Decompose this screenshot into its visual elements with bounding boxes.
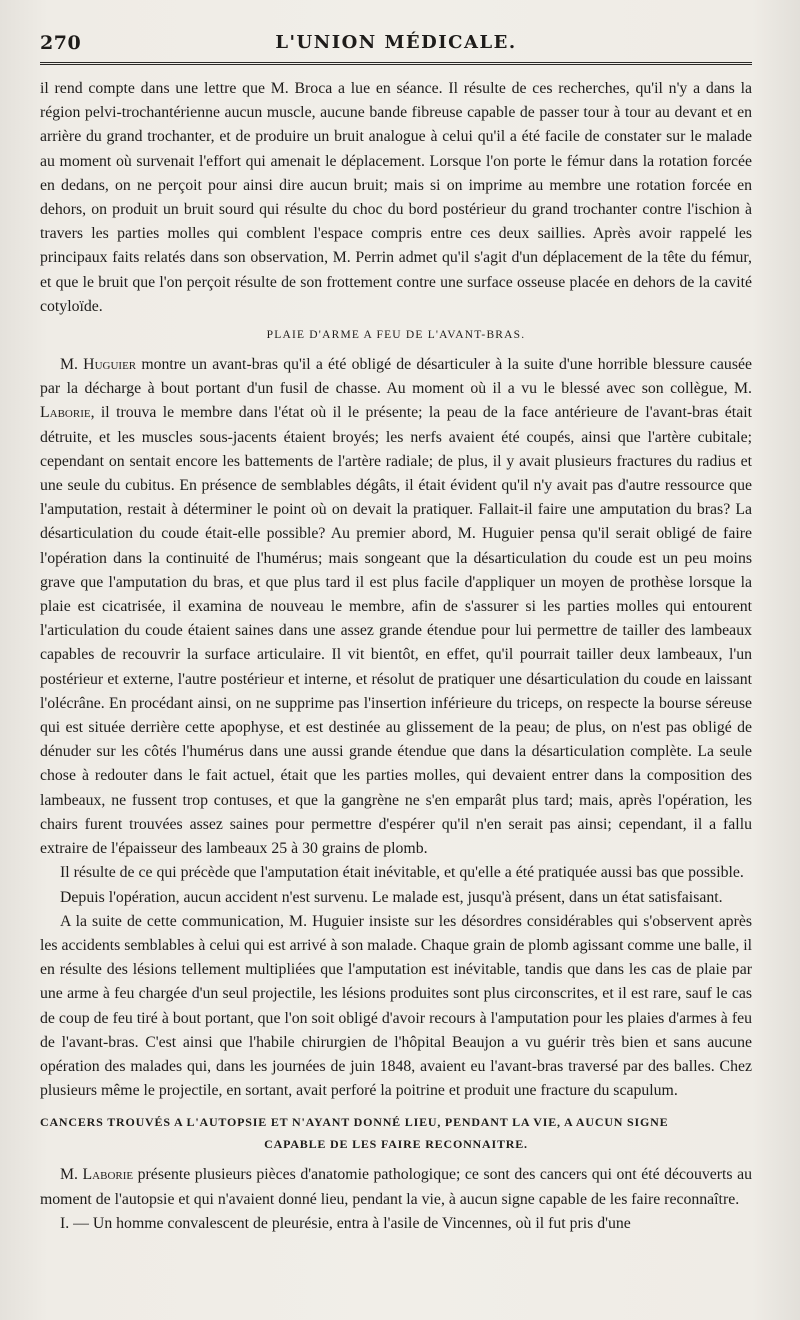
section-title-cancers-line1: CANCERS TROUVÉS A L'AUTOPSIE ET N'AYANT DONNÉ LIEU, PENDANT LA VIE, A AUCUN SIGNE [40, 1115, 669, 1130]
author-name-huguier: M. Huguier [60, 356, 137, 374]
header-rule [40, 62, 752, 63]
page-number: 270 [40, 32, 82, 54]
section-title-plaie: PLAIE D'ARME A FEU DE L'AVANT-BRAS. [266, 329, 526, 342]
paragraph-case-one: I. — Un homme convalescent de pleurésie, entra à l'asile de Vincennes, où il fut pris d'une [60, 1214, 631, 1232]
author-name-laborie-2: M. Laborie [60, 1166, 134, 1184]
header-rule-thin [40, 64, 752, 65]
paragraph-huguier-text: montre un avant-bras qu'il a été obligé de désarticuler à la suite d'une horrible blessure causée par la décharge à bout portant d'un fusil de chasse. Au moment où il a vu le blessé avec son collègue, M. [40, 356, 752, 398]
paragraph-discussion: A la suite de cette communication, M. Huguier insiste sur les désordres considérables qui s'observent après les accidents semblables à celui qui est arrivé à son malade. Chaque grain de plomb agissant comme une balle, il en résulte des lésions tellement multipliées que l'amputation est inévitable, tandis que dans les cas de plaie par une arme à feu chargée d'un seul projectile, les lésions produites sont plus circonscrites, et il est rare, sauf le cas de coup de feu tiré à bout portant, que l'on soit obligé d'avoir recours à l'amputation pour les plaies d'armes à feu de l'avant-bras. C'est ainsi que l'habile chirurgien de l'hôpital Beaujon a vu guérir très bien et sans aucune opération des malades qui, dans les journées de juin 1848, avaient eu l'avant-bras traversé par des balles. Chez plusieurs même le projectile, en sortant, avait perforé la poitrine et produit une fracture du scapulum. [40, 912, 752, 1100]
paragraph-perrin: il rend compte dans une lettre que M. Broca a lue en séance. Il résulte de ces recherches, qu'il n'y a dans la région pelvi-trochantérienne aucun muscle, aucune bande fibreuse capable de passer tour à tour au devant et en arrière du grand trochanter, et de produire un bruit analogue à celui qu'il a été facile de constater sur le malade au moment où survenait l'effort qui amenait le déplacement. Lorsque l'on porte le fémur dans la rotation forcée en dedans, on ne perçoit pour ainsi dire aucun bruit; mais si on imprime au membre une rotation forcée en dehors, on produit un bruit sourd qui résulte du choc du bord postérieur du grand trochanter contre l'ischion à travers les parties molles qui comblent l'espace compris entre ces deux saillies. Après avoir rappelé les principaux faits relatés dans son observation, M. Perrin admet qu'il s'agit d'un déplacement de la tête du fémur, et que le bruit que l'on perçoit résulte de son frottement contre une surface osseuse placée en dehors de la cavité cotyloïde. [40, 80, 752, 315]
paragraph-huguier [40, 353, 752, 861]
paragraph-laborie-text: présente plusieurs pièces d'anatomie pathologique; ce sont des cancers qui ont été découverts au moment de l'autopsie et qui n'avaient donné lieu, pendant la vie, à aucun signe capable de les faire reconnaître. [40, 1166, 752, 1208]
author-name-laborie: Laborie [40, 404, 91, 422]
paragraph-huguier-text-2: , il trouva le membre dans l'état où il le présente; la peau de la face antérieure de l'avant-bras était détruite, et les muscles sous-jacents étaient broyés; les nerfs avaient été coupés, ainsi que l'artère cubitale; cependant on sentait encore les battements de l'artère radiale; de plus, il y avait plusieurs fractures du radius et une seule du cubitus. En présence de semblables dégâts, il était évident qu'il n'y avait pas d'autre ressource que l'amputation, restait à déterminer le point où on devait la pratiquer. Fallait-il faire une amputation du bras? La désarticulation du coude était-elle possible? Au premier abord, M. Huguier pensa qu'il serait obligé de faire l'opération dans la continuité de l'humérus; mais songeant que la désarticulation du coude est un peu moins grave que l'amputation du bras, et que plus tard il est plus facile d'appliquer un moyen de prothèse lorsque la plaie est cicatrisée, il examina de nouveau le membre, afin de s'assurer si les parties molles qui entourent l'articulation du coude étaient saines dans une assez grande étendue pour lui permettre de tailler des lambeaux capables de recouvrir la surface articulaire. Il vit bientôt, en effet, qu'il pourrait tailler deux lambeaux, l'un postérieur et externe, l'autre postérieur et interne, et résolut de pratiquer une désarticulation du coude en laissant l'olécrâne. En procédant ainsi, on ne supprime pas l'insertion inférieure du triceps, on respecte la bourse séreuse qui est située derrière cette apophyse, et est destinée au glissement de la peau; de plus, on n'est pas obligé de dénuder sur les côtés l'humérus dans une aussi grande étendue que dans la désarticulation complète. La seule chose à redouter dans le fait actuel, était que les parties molles, qui devaient entrer dans la composition des lambeaux, ne fussent trop contuses, et que la gangrène ne s'en emparât plus tard; mais, après l'opération, les chairs furent trouvées assez saines pour permettre d'espérer qu'il n'en serait pas ainsi; cependant, il a fallu extraire de l'épaisseur des lambeaux 25 à 30 grains de plomb. [40, 404, 752, 858]
running-title: L'UNION MÉDICALE. [275, 32, 517, 53]
article-body [40, 77, 752, 1236]
section-title-cancers [40, 1111, 752, 1155]
page-header [40, 26, 752, 60]
paragraph-conclusion: Il résulte de ce qui précède que l'amputation était inévitable, et qu'elle a été pratiquée aussi bas que possible. [60, 864, 744, 882]
paragraph-laborie [40, 1163, 752, 1211]
paragraph-suites: Depuis l'opération, aucun accident n'est survenu. Le malade est, jusqu'à présent, dans un état satisfaisant. [60, 888, 723, 906]
section-title-cancers-line2: CAPABLE DE LES FAIRE RECONNAITRE. [264, 1137, 528, 1152]
